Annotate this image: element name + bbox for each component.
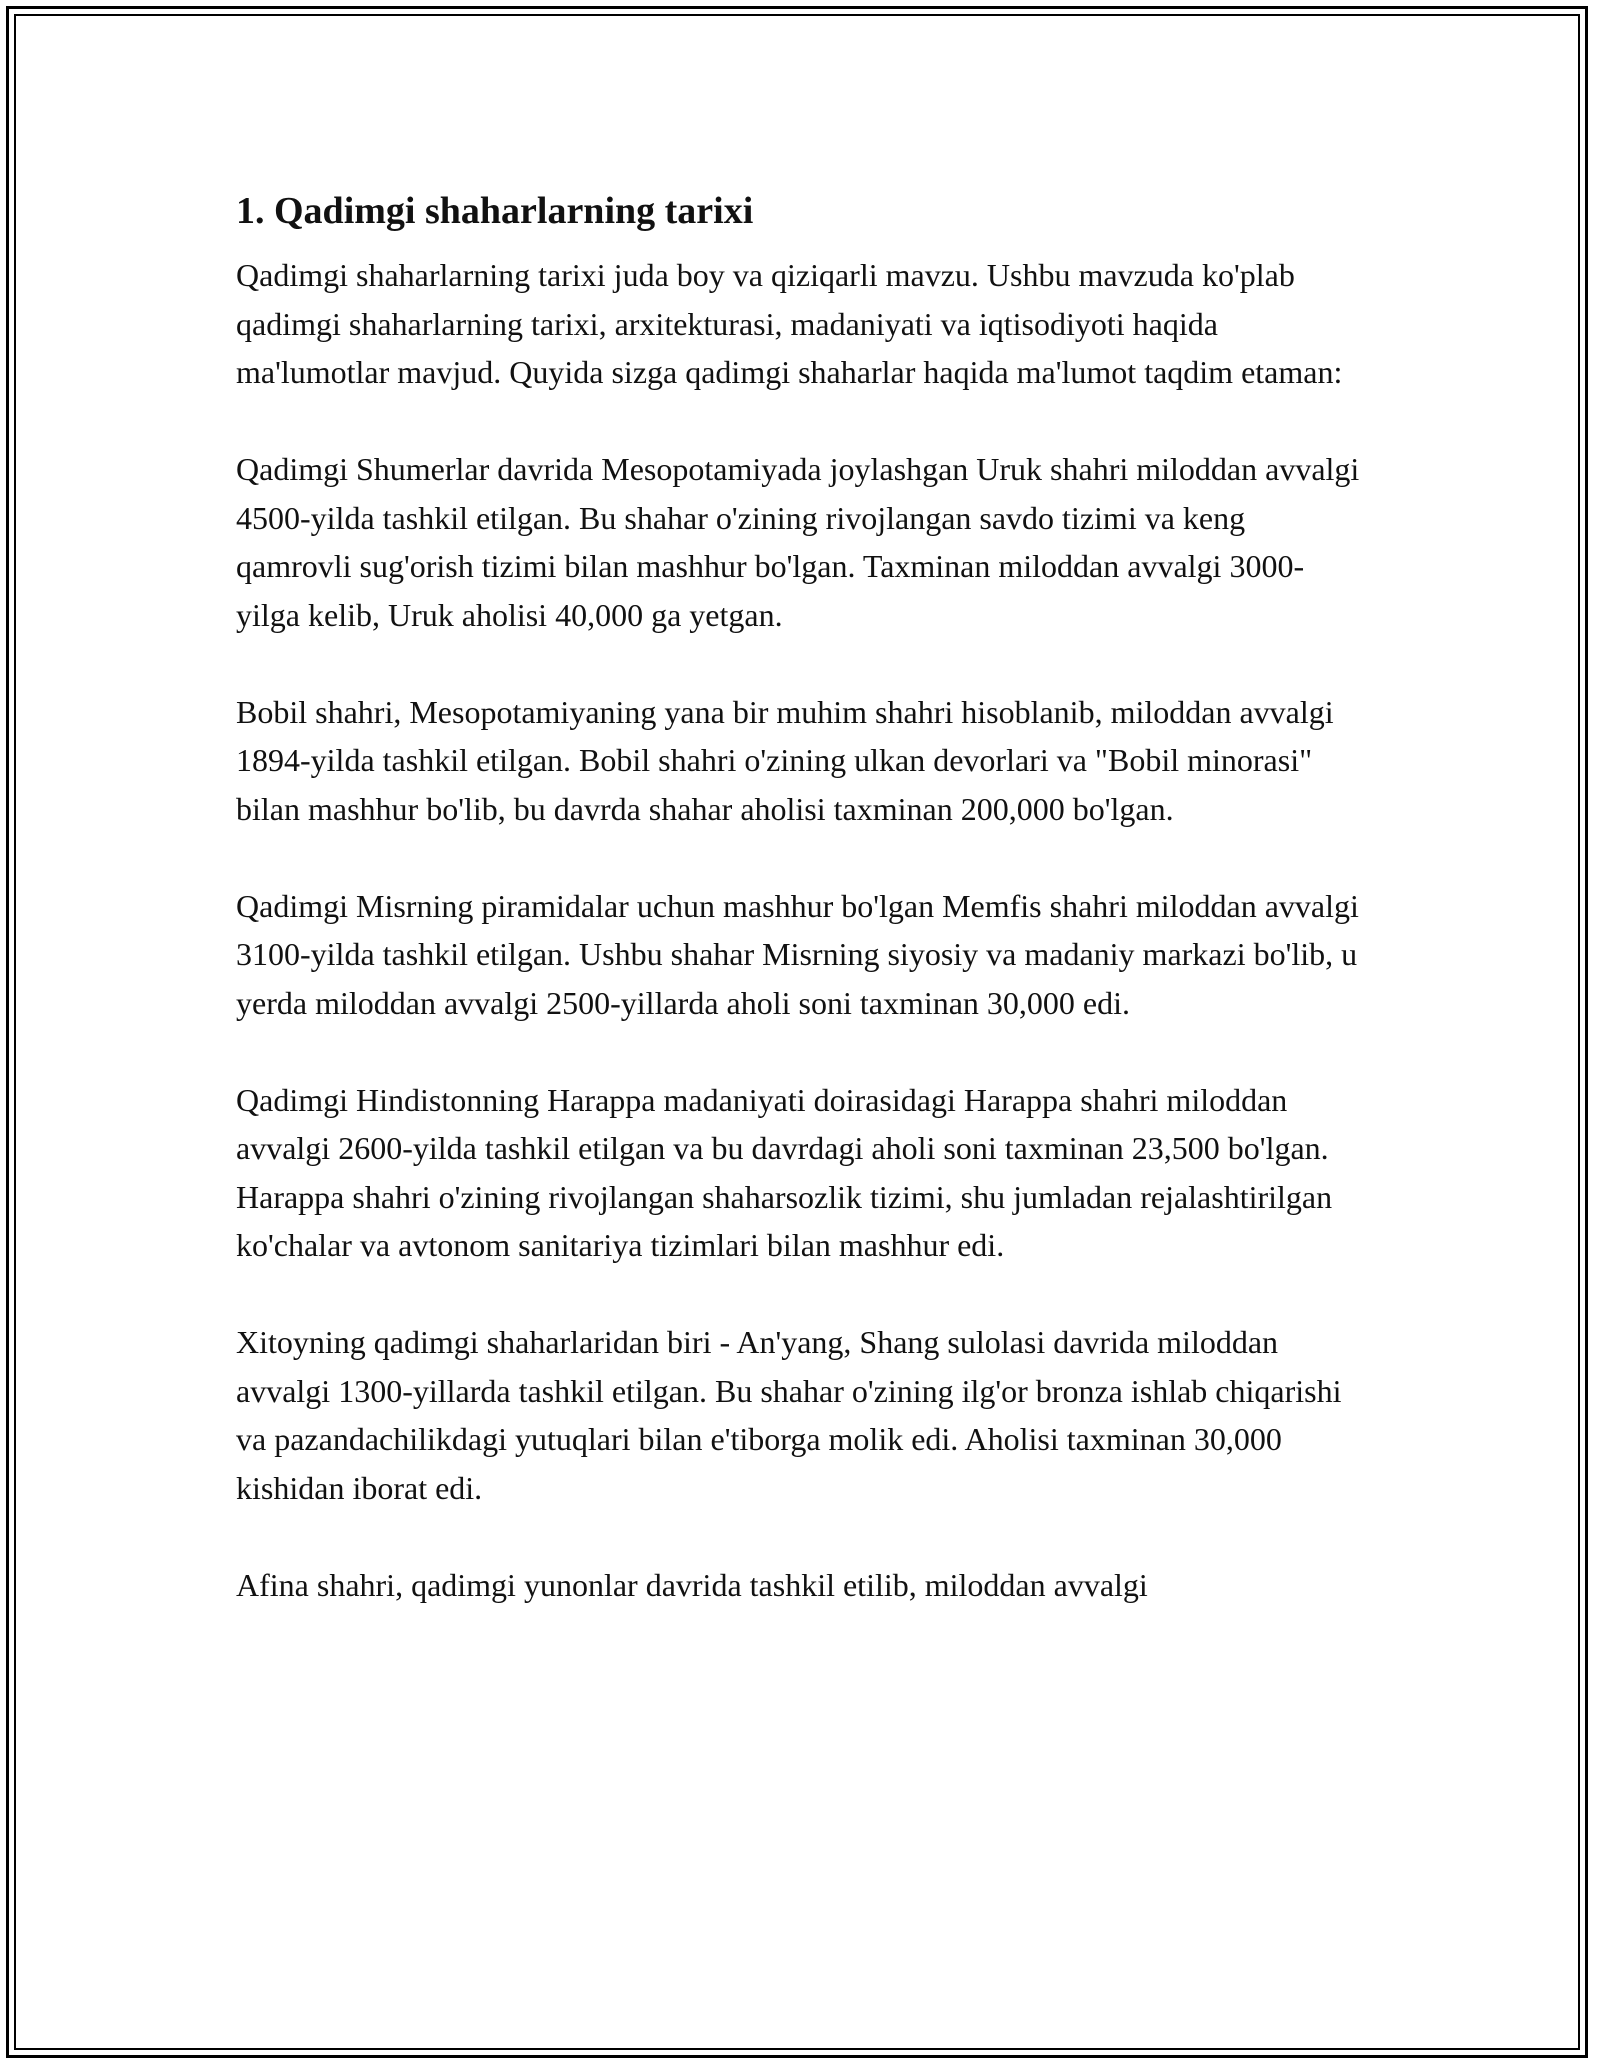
paragraph-anyang: Xitoyning qadimgi shaharlaridan biri - An'yang, Shang sulolasi davrida miloddan avvalgi 1300-yillarda tashkil etilgan. Bu shahar o'zining ilg'or bronza ishlab chiqarishi va pazandachilikdagi yutuqlari bilan e'tiborga molik edi. Aholisi taxminan 30,000 kishidan iborat edi. — [236, 1324, 1342, 1506]
paragraph-harappa: Qadimgi Hindistonning Harappa madaniyati doirasidagi Harappa shahri miloddan avvalgi 2600-yilda tashkil etilgan va bu davrdagi aholi soni taxminan 23,500 bo'lgan. Harappa shahri o'zining rivojlangan shaharsozlik tizimi, shu jumladan rejalashtirilgan ko'chalar va avtonom sanitariya tizimlari bilan mashhur edi. — [236, 1081, 1333, 1263]
paragraph-intro: Qadimgi shaharlarning tarixi juda boy va qiziqarli mavzu. Ushbu mavzuda ko'plab qadimgi shaharlarning tarixi, arxitekturasi, madaniyati va iqtisodiyoti haqida ma'lumotlar mavjud. Quyida sizga qadimgi shaharlar haqida ma'lumot taqdim etaman: — [236, 257, 1343, 390]
document-body — [236, 185, 1366, 1658]
paragraph-uruk: Qadimgi Shumerlar davrida Mesopotamiyada joylashgan Uruk shahri miloddan avvalgi 4500-yilda tashkil etilgan. Bu shahar o'zining rivojlangan savdo tizimi va keng qamrovli sug'orish tizimi bilan mashhur bo'lgan. Taxminan miloddan avvalgi 3000-yilga kelib, Uruk aholisi 40,000 ga yetgan. — [236, 451, 1360, 633]
document-title: 1. Qadimgi shaharlarning tarixi — [236, 190, 754, 232]
paragraph-memfis: Qadimgi Misrning piramidalar uchun mashhur bo'lgan Memfis shahri miloddan avvalgi 3100-yilda tashkil etilgan. Ushbu shahar Misrning siyosiy va madaniy markazi bo'lib, u yerda miloddan avvalgi 2500-yillarda aholi soni taxminan 30,000 edi. — [236, 887, 1359, 1021]
paragraph-afina: Afina shahri, qadimgi yunonlar davrida tashkil etilib, miloddan avvalgi — [236, 1566, 1148, 1603]
paragraph-bobil: Bobil shahri, Mesopotamiyaning yana bir muhim shahri hisoblanib, miloddan avvalgi 1894-yilda tashkil etilgan. Bobil shahri o'zining ulkan devorlari va "Bobil minorasi" bilan mashhur bo'lib, bu davrda shahar aholisi taxminan 200,000 bo'lgan. — [236, 693, 1334, 827]
